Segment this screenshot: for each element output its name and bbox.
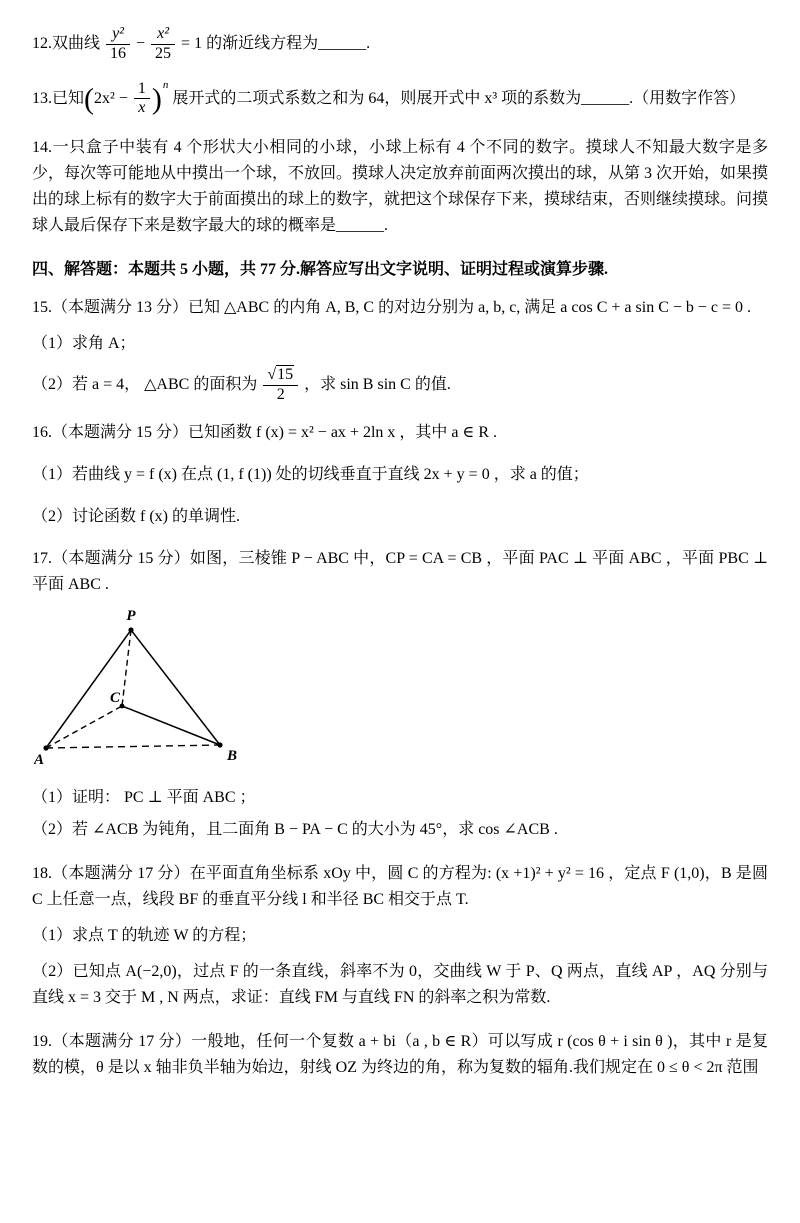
q12-text-prefix: 12.双曲线: [32, 34, 101, 52]
question-13: [32, 78, 768, 118]
question-19: [32, 1029, 768, 1081]
q17-part-2: （2）若 ∠ACB 为钝角，且二面角 B − PA − C 的大小为 45°，求 cos ∠ACB .: [32, 820, 558, 838]
question-18: [32, 861, 768, 1011]
q16-part-1: （1）若曲线 y = f (x) 在点 (1, f (1)) 处的切线垂直于直线 2x + y = 0 ，求 a 的值；: [32, 465, 589, 483]
vertex-c-dot: [120, 703, 125, 708]
q15-fraction-numerator: [263, 367, 298, 386]
q12-text-suffix: = 1 的渐近线方程为______.: [181, 34, 371, 52]
q17-main: 17.（本题满分 15 分）如图，三棱锥 P − ABC 中，CP = CA = CB ，平面 PAC ⊥ 平面 ABC ，平面 PBC ⊥ 平面 ABC .: [32, 549, 768, 593]
figure-q17-tetrahedron: [34, 608, 768, 779]
q13-inner-expression: 2x² −: [94, 89, 128, 107]
vertex-p-dot: [128, 627, 133, 632]
question-14: 14.一只盒子中装有 4 个形状大小相同的小球，小球上标有 4 个不同的数字。摸球人不知最大数字是多少，每次等可能地从中摸出一个球，不放回。摸球人决定放弃前面两次摸出的球，从第 3 次开始，如果摸出的球上标有的数字大于前面摸出的球上的数字，就把这个球保存下来，摸球结束，否则继续摸球。问摸球人最后保存下来是数字最大的球的概率是______.: [32, 139, 769, 235]
tetrahedron-svg: [34, 608, 249, 770]
q13-right-paren: ): [151, 81, 162, 115]
section-4-header: 四、解答题：本题共 5 小题，共 77 分.解答应写出文字说明、证明过程或演算步骤.: [32, 261, 609, 279]
q15-part2-suffix: ，求 sin B sin C 的值.: [304, 376, 451, 394]
q16-main: 16.（本题满分 15 分）已知函数 f (x) = x² − ax + 2ln x ，其中 a ∈ R .: [32, 423, 498, 441]
q15-radicand: 15: [277, 366, 294, 384]
q15-fraction-sqrt15-over-2: [261, 367, 300, 404]
q12-fraction-x-denominator: 25: [155, 44, 172, 62]
q13-left-paren: (: [84, 81, 95, 115]
q15-fraction-denominator: 2: [276, 385, 285, 403]
question-16: [32, 420, 768, 530]
q15-radical-sign: √: [267, 366, 277, 384]
q17-part-1: （1）证明： PC ⊥ 平面 ABC ；: [32, 788, 256, 806]
q12-fraction-y-denominator: 16: [110, 44, 127, 62]
q12-minus-sign: −: [136, 34, 146, 52]
q15-main: 15.（本题满分 13 分）已知 △ABC 的内角 A, B, C 的对边分别为 a, b, c, 满足 a cos C + a sin C − b − c = 0 .: [32, 299, 752, 317]
q12-fraction-y: [104, 26, 132, 63]
q19-main: 19.（本题满分 17 分）一般地，任何一个复数 a + bi（a , b ∈ R）可以写成 r (cos θ + i sin θ )，其中 r 是复数的模，θ 是以 x 轴非负半轴为始边，射线 OZ 为终边的角，称为复数的辐角.我们规定在 0 ≤ θ < 2π 范围: [32, 1032, 768, 1076]
question-15: [32, 295, 768, 404]
vertex-b-dot: [217, 742, 222, 747]
q16-part-2: （2）讨论函数 f (x) 的单调性.: [32, 507, 240, 525]
vertex-a-dot: [43, 745, 48, 750]
edge-p-a: [46, 630, 131, 748]
vertex-label-p: P: [126, 607, 136, 624]
q15-part2-prefix: （2）若 a = 4， △ABC 的面积为: [32, 376, 258, 394]
q15-part-1: （1）求角 A；: [32, 335, 136, 353]
q13-fraction-numerator: 1: [134, 81, 150, 100]
q18-part-2: （2）已知点 A(−2,0)，过点 F 的一条直线，斜率不为 0，交曲线 W 于 P、Q 两点，直线 AP ，AQ 分别与直线 x = 3 交于 M , N 两点，求证：直线 FM 与直线 FN 的斜率之积为常数.: [32, 962, 768, 1006]
q18-main: 18.（本题满分 17 分）在平面直角坐标系 xOy 中，圆 C 的方程为: (x +1)² + y² = 16 ，定点 F (1,0)，B 是圆 C 上任意一点，线段 BF 的垂直平分线 l 和半径 BC 相交于点 T.: [32, 864, 768, 908]
vertex-label-a: A: [34, 751, 45, 768]
q12-fraction-y-numerator: y²: [106, 26, 130, 45]
q15-part-2: [32, 367, 768, 404]
vertex-label-b: B: [227, 747, 238, 764]
edge-a-c-dashed: [46, 706, 122, 748]
vertex-label-c: C: [110, 689, 121, 706]
question-17: [32, 546, 768, 843]
q12-fraction-x: [149, 26, 177, 63]
q13-text-prefix: 13.已知: [32, 89, 85, 107]
edge-a-b-dashed: [46, 745, 220, 748]
q13-text-suffix: 展开式的二项式系数之和为 64，则展开式中 x³ 项的系数为______.（用数字作答）: [172, 89, 746, 107]
q18-part-1: （1）求点 T 的轨迹 W 的方程；: [32, 926, 257, 944]
q13-fraction: [132, 81, 152, 118]
q13-exponent-n: n: [162, 78, 169, 91]
question-12: [32, 26, 768, 63]
q13-fraction-denominator: x: [138, 99, 146, 117]
q12-fraction-x-numerator: x²: [151, 26, 175, 45]
